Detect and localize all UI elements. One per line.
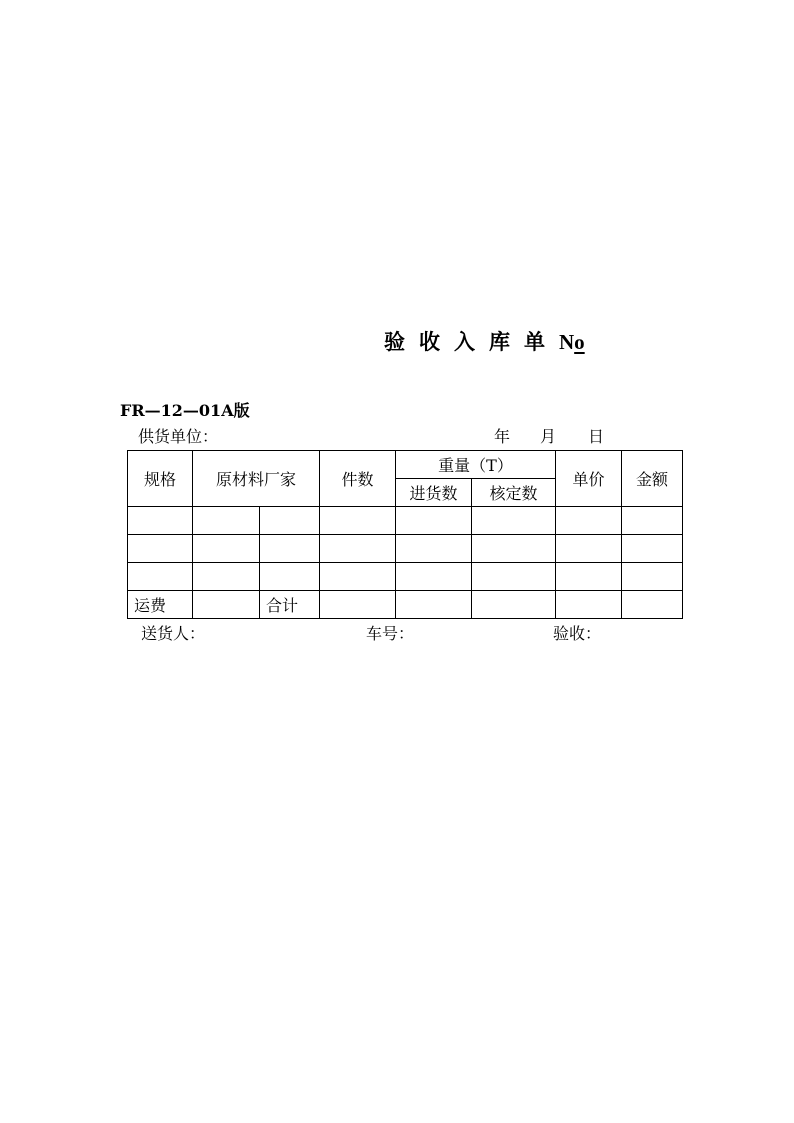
title-char: 入 [454, 329, 489, 354]
cell[interactable] [128, 507, 193, 535]
header-spec: 规格 [128, 451, 193, 507]
vehicle-number-label: 车号： [366, 624, 415, 643]
table-row [128, 507, 683, 535]
cell[interactable] [128, 535, 193, 563]
cell[interactable] [193, 535, 260, 563]
cell[interactable] [396, 535, 472, 563]
cell[interactable] [193, 563, 260, 591]
header-unit-price: 单价 [556, 451, 622, 507]
cell[interactable] [556, 591, 622, 619]
cell[interactable] [260, 535, 320, 563]
total-label: 合计 [260, 591, 320, 619]
cell[interactable] [320, 563, 396, 591]
document-title [384, 326, 585, 358]
supplier-label: 供货单位： [138, 427, 219, 446]
inspector-label: 验收： [553, 624, 602, 643]
title-char: 库 [489, 329, 524, 354]
title-char: 验 [384, 329, 419, 354]
cell[interactable] [472, 507, 556, 535]
cell[interactable] [260, 507, 320, 535]
header-row [128, 451, 683, 479]
cell[interactable] [396, 591, 472, 619]
header-manufacturer: 原材料厂家 [193, 451, 320, 507]
cell[interactable] [128, 563, 193, 591]
header-verified: 核定数 [472, 479, 556, 507]
title-char: 单 [524, 329, 559, 354]
cell[interactable] [472, 591, 556, 619]
number-label-o: o [574, 330, 585, 354]
cell[interactable] [622, 563, 683, 591]
title-char: 收 [419, 329, 454, 354]
header-weight: 重量（T） [396, 451, 556, 479]
header-pieces: 件数 [320, 451, 396, 507]
cell[interactable] [556, 563, 622, 591]
table-row [128, 563, 683, 591]
freight-value-cell[interactable] [193, 591, 260, 619]
cell[interactable] [472, 563, 556, 591]
cell[interactable] [193, 507, 260, 535]
date-year-label: 年 [494, 427, 511, 446]
cell[interactable] [622, 591, 683, 619]
cell[interactable] [260, 563, 320, 591]
cell[interactable] [622, 507, 683, 535]
cell[interactable] [320, 591, 396, 619]
cell[interactable] [556, 507, 622, 535]
deliverer-label: 送货人： [141, 624, 206, 643]
cell[interactable] [472, 535, 556, 563]
number-label-n: N [559, 330, 575, 354]
cell[interactable] [396, 563, 472, 591]
cell[interactable] [622, 535, 683, 563]
table-row [128, 535, 683, 563]
freight-label: 运费 [128, 591, 193, 619]
cell[interactable] [320, 507, 396, 535]
header-incoming: 进货数 [396, 479, 472, 507]
number-label [559, 330, 585, 354]
cell[interactable] [396, 507, 472, 535]
cell[interactable] [320, 535, 396, 563]
cell[interactable] [556, 535, 622, 563]
date-day-label: 日 [588, 427, 605, 446]
receipt-table [127, 450, 683, 619]
header-amount: 金额 [622, 451, 683, 507]
form-code: FR—12—01A版 [120, 401, 250, 420]
summary-row [128, 591, 683, 619]
date-month-label: 月 [540, 427, 557, 446]
